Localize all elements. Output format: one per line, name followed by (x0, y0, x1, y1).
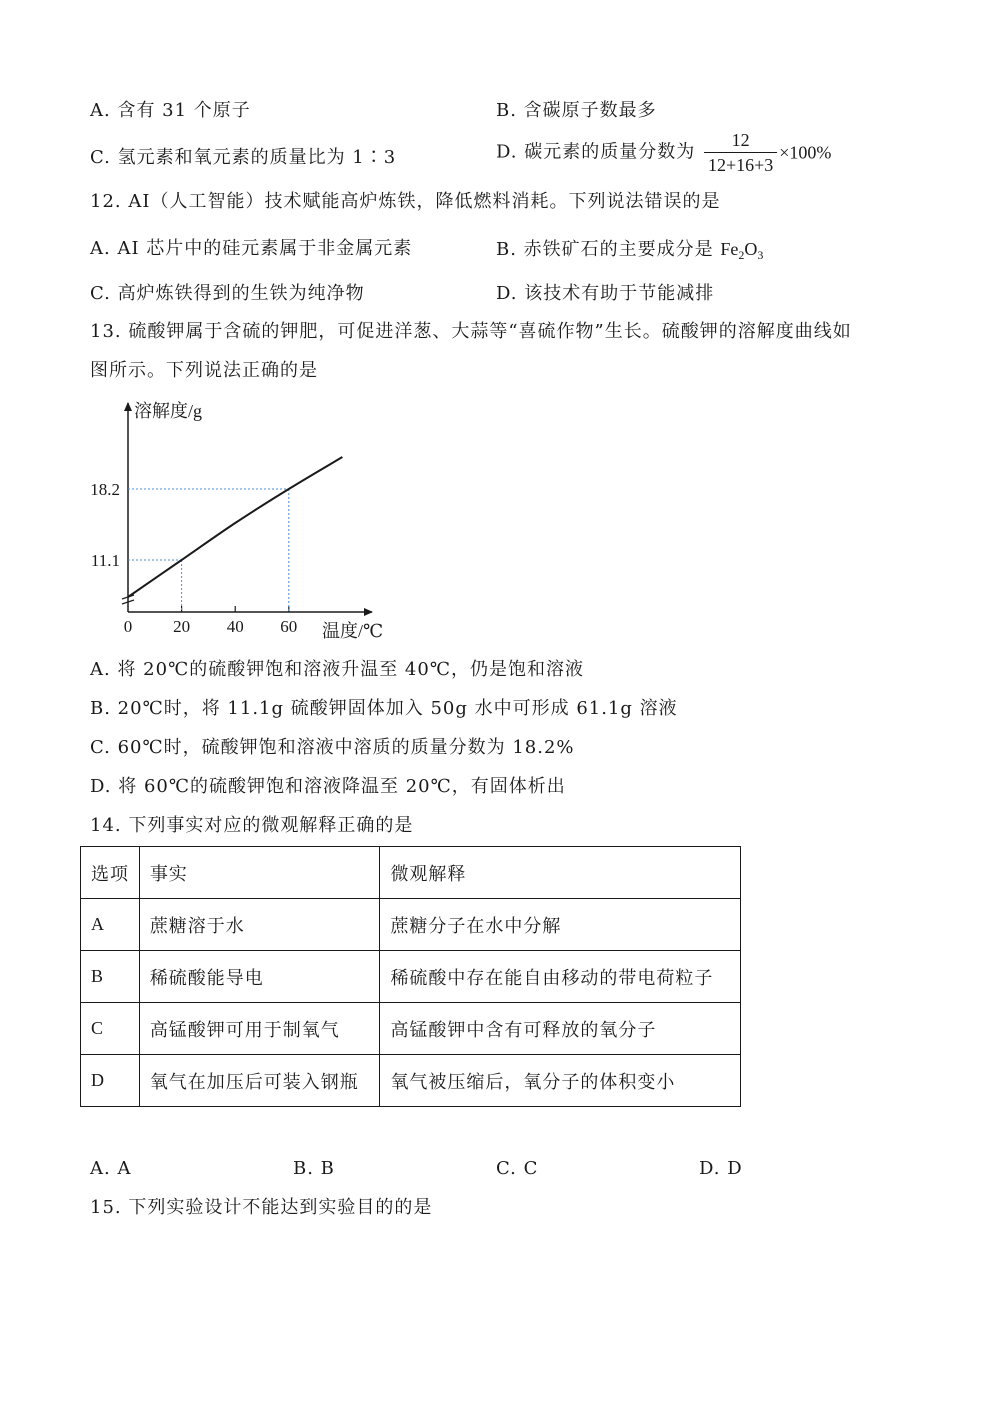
table-row (81, 899, 741, 951)
q13-stem-line2: 图所示。下列说法正确的是 (90, 360, 318, 381)
q13-option-c: C. 60℃时，硫酸钾饱和溶液中溶质的质量分数为 18.2% (90, 737, 575, 758)
q14-option-b: B. B (293, 1158, 335, 1179)
q14-table (80, 846, 741, 1107)
q13-option-d: D. 将 60℃的硫酸钾饱和溶液降温至 20℃，有固体析出 (90, 776, 566, 797)
y-axis-label: 溶解度/g (134, 401, 203, 421)
chemical-formula (720, 239, 764, 262)
q14-stem: 14. 下列事实对应的微观解释正确的是 (90, 815, 414, 836)
table-cell-fact: 高锰酸钾可用于制氧气 (139, 1003, 380, 1055)
q14-option-d: D. D (699, 1158, 743, 1179)
table-cell-option: C (81, 1003, 140, 1055)
formula-subscript: 3 (757, 248, 764, 262)
q12-option-b-text: B. 赤铁矿石的主要成分是 (496, 239, 721, 260)
y-tick-label: 11.1 (90, 551, 120, 570)
q13-stem-line1: 13. 硫酸钾属于含硫的钾肥，可促进洋葱、大蒜等“喜硫作物”生长。硫酸钾的溶解度曲线如 (90, 321, 852, 342)
q13-option-b: B. 20℃时，将 11.1g 硫酸钾固体加入 50g 水中可形成 61.1g 溶液 (90, 698, 678, 719)
table-header-cell: 事实 (139, 847, 380, 899)
q11-option-c: C. 氢元素和氧元素的质量比为 1∶3 (90, 147, 397, 168)
q11-option-d (496, 130, 831, 175)
table-cell-fact: 稀硫酸能导电 (139, 951, 380, 1003)
table-header-cell: 选项 (81, 847, 140, 899)
table-cell-explanation: 氧气被压缩后，氧分子的体积变小 (380, 1055, 741, 1107)
solubility-chart (80, 395, 400, 645)
x-tick-label: 20 (173, 617, 191, 636)
formula-element-fe: Fe (720, 239, 739, 259)
fraction-denominator: 12+16+3 (707, 155, 774, 175)
table-cell-explanation: 蔗糖分子在水中分解 (380, 899, 741, 951)
table-cell-explanation: 高锰酸钾中含有可释放的氧分子 (380, 1003, 741, 1055)
table-cell-option: A (81, 899, 140, 951)
table-cell-fact: 蔗糖溶于水 (139, 899, 380, 951)
q12-option-a: A. AI 芯片中的硅元素属于非金属元素 (90, 238, 413, 259)
q11-option-a: A. 含有 31 个原子 (90, 100, 251, 121)
table-row (81, 1055, 741, 1107)
solubility-curve (128, 457, 342, 597)
table-header-row (81, 847, 741, 899)
table-header-cell: 微观解释 (380, 847, 741, 899)
q12-option-b (496, 237, 763, 267)
x-tick-label: 0 (123, 617, 133, 636)
q11-option-b: B. 含碳原子数最多 (496, 100, 657, 121)
q12-option-d: D. 该技术有助于节能减排 (496, 283, 715, 304)
q12-option-c: C. 高炉炼铁得到的生铁为纯净物 (90, 283, 365, 304)
x-tick-label: 40 (226, 617, 244, 636)
table-cell-option: B (81, 951, 140, 1003)
fraction-numerator: 12 (704, 130, 777, 153)
formula-element-o: O (744, 239, 758, 259)
q11-option-d-prefix: D. 碳元素的质量分数为 (496, 141, 696, 163)
q11-option-d-fraction (704, 130, 777, 175)
table-cell-fact: 氧气在加压后可装入钢瓶 (139, 1055, 380, 1107)
y-tick-label: 18.2 (90, 480, 120, 499)
table-cell-option: D (81, 1055, 140, 1107)
q14-option-a: A. A (90, 1158, 132, 1179)
q14-option-c: C. C (496, 1158, 539, 1179)
x-tick-label: 60 (280, 617, 298, 636)
q15-stem: 15. 下列实验设计不能达到实验目的的是 (90, 1197, 433, 1218)
q11-option-d-suffix: ×100% (779, 142, 832, 163)
q12-stem: 12. AI（人工智能）技术赋能高炉炼铁，降低燃料消耗。下列说法错误的是 (90, 191, 721, 212)
table-row (81, 1003, 741, 1055)
table-cell-explanation: 稀硫酸中存在能自由移动的带电荷粒子 (380, 951, 741, 1003)
q13-option-a: A. 将 20℃的硫酸钾饱和溶液升温至 40℃，仍是饱和溶液 (90, 659, 584, 680)
formula-subscript: 2 (738, 248, 745, 262)
table-row (81, 951, 741, 1003)
x-axis-label: 温度/℃ (322, 621, 384, 641)
